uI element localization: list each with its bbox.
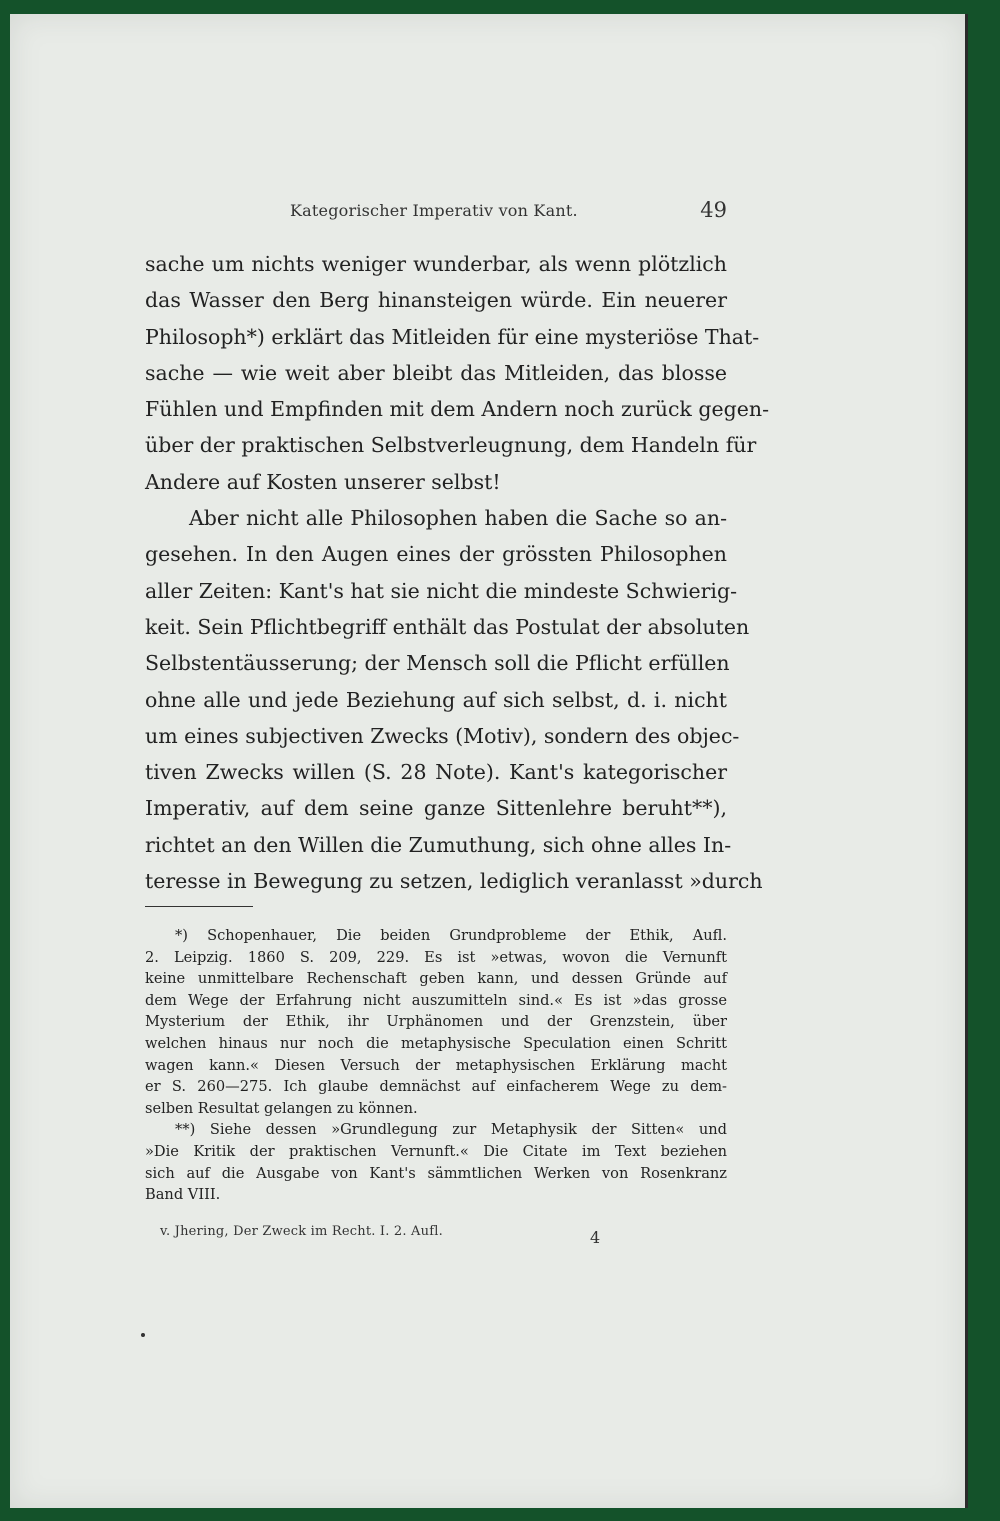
signature-text: v. Jhering, Der Zweck im Recht. I. 2. Aufl.	[160, 1224, 443, 1239]
body-line: Philosoph*) erklärt das Mitleiden für eine mysteriöse That-	[145, 324, 760, 349]
footnote-line: selben Resultat gelangen zu können.	[145, 1099, 418, 1117]
body-line: tiven Zwecks willen (S. 28 Note). Kant's kategorischer	[145, 760, 727, 785]
body-line: Aber nicht alle Philosophen haben die Sache so an-	[189, 506, 727, 531]
running-title: Kategorischer Imperativ von Kant.	[290, 201, 578, 220]
body-line: keit. Sein Pflichtbegriff enthält das Postulat der absoluten	[145, 614, 750, 639]
body-line: über der praktischen Selbstverleugnung, dem Handeln für	[145, 433, 757, 458]
footnote-line: **) Siehe dessen »Grundlegung zur Metaphysik der Sitten« und	[175, 1121, 727, 1139]
footnote-line: keine unmittelbare Rechenschaft geben kann, und dessen Gründe auf	[145, 970, 727, 988]
footnote-line: Mysterium der Ethik, ihr Urphänomen und der Grenzstein, über	[145, 1013, 727, 1031]
body-line: Imperativ, auf dem seine ganze Sittenlehre beruht**),	[145, 796, 727, 821]
footnote-line: sich auf die Ausgabe von Kant's sämmtlichen Werken von Rosenkranz	[145, 1164, 727, 1182]
body-line: sache — wie weit aber bleibt das Mitleiden, das blosse	[145, 360, 727, 385]
body-line: teresse in Bewegung zu setzen, lediglich veranlasst »durch	[145, 869, 763, 894]
body-line: aller Zeiten: Kant's hat sie nicht die mindeste Schwierig-	[145, 578, 738, 603]
body-line: um eines subjectiven Zwecks (Motiv), sondern des objec-	[145, 723, 740, 748]
footnote-line: *) Schopenhauer, Die beiden Grundprobleme der Ethik, Aufl.	[175, 927, 727, 944]
footnote-line: »Die Kritik der praktischen Vernunft.« Die Citate im Text beziehen	[145, 1142, 727, 1160]
body-line: Selbstentäusserung; der Mensch soll die Pflicht erfüllen	[145, 651, 730, 676]
body-line: gesehen. In den Augen eines der grössten Philosophen	[145, 542, 727, 567]
footnote-line: 2. Leipzig. 1860 S. 209, 229. Es ist »etwas, wovon die Vernunft	[145, 948, 727, 966]
footnote-line: Band VIII.	[145, 1186, 221, 1204]
body-line: richtet an den Willen die Zumuthung, sich ohne alles In-	[145, 832, 732, 857]
ink-speck	[141, 1333, 145, 1337]
body-line: das Wasser den Berg hinansteigen würde. Ein neuerer	[145, 288, 727, 313]
printer-signature	[160, 1224, 620, 1246]
signature-mark: 4	[590, 1228, 601, 1247]
footnote-line: dem Wege der Erfahrung nicht auszumitteln sind.« Es ist »das grosse	[145, 991, 727, 1009]
footnotes	[145, 925, 727, 1206]
body-line: ohne alle und jede Beziehung auf sich selbst, d. i. nicht	[145, 687, 727, 712]
footnote-line: er S. 260—275. Ich glaube demnächst auf einfacherem Wege zu dem-	[145, 1078, 727, 1096]
body-text	[145, 246, 770, 899]
page-number: 49	[700, 198, 727, 222]
running-head	[145, 198, 727, 228]
footnote-line: wagen kann.« Diesen Versuch der metaphysischen Erklärung macht	[145, 1056, 727, 1074]
page-edge	[965, 14, 968, 1508]
body-line: Fühlen und Empfinden mit dem Andern noch zurück gegen-	[145, 397, 770, 422]
footnote-line: welchen hinaus nur noch die metaphysische Speculation einen Schritt	[145, 1034, 727, 1052]
body-line: sache um nichts weniger wunderbar, als wenn plötzlich	[145, 252, 727, 276]
body-line: Andere auf Kosten unserer selbst!	[145, 469, 501, 494]
footnote-rule	[145, 906, 253, 907]
